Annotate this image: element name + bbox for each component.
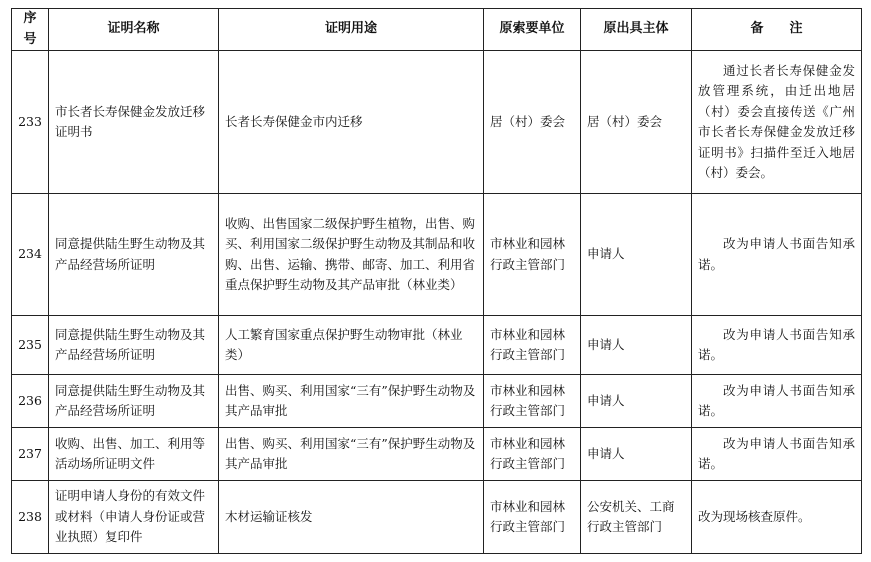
row-note: 改为申请人书面告知承诺。 bbox=[698, 435, 855, 471]
row-issuer: 申请人 bbox=[581, 316, 692, 375]
header-issuer: 原出具主体 bbox=[581, 9, 692, 51]
row-requester: 市林业和园林行政主管部门 bbox=[484, 375, 581, 428]
row-seq: 237 bbox=[12, 428, 49, 481]
row-issuer: 申请人 bbox=[581, 375, 692, 428]
row-note: 改为现场核查原件。 bbox=[698, 508, 811, 524]
row-cert-use: 长者长寿保健金市内迁移 bbox=[219, 51, 484, 194]
row-note: 改为申请人书面告知承诺。 bbox=[698, 382, 855, 418]
table-row bbox=[12, 194, 862, 316]
row-cert-use: 出售、购买、利用国家“三有”保护野生动物及其产品审批 bbox=[219, 375, 484, 428]
table-row bbox=[12, 316, 862, 375]
row-requester: 市林业和园林行政主管部门 bbox=[484, 194, 581, 316]
row-cert-use: 人工繁育国家重点保护野生动物审批（林业类） bbox=[219, 316, 484, 375]
header-requester: 原索要单位 bbox=[484, 9, 581, 51]
header-seq: 序号 bbox=[12, 9, 49, 51]
table-header-row bbox=[12, 9, 862, 51]
row-note: 改为申请人书面告知承诺。 bbox=[698, 236, 855, 272]
row-seq: 236 bbox=[12, 375, 49, 428]
row-cert-name: 同意提供陆生野生动物及其产品经营场所证明 bbox=[49, 316, 219, 375]
table-row bbox=[12, 51, 862, 194]
row-requester: 市林业和园林行政主管部门 bbox=[484, 428, 581, 481]
row-note: 通过长者长寿保健金发放管理系统，由迁出地居（村）委会直接传送《广州市长者长寿保健金发放迁移证明书》扫描件至迁入地居（村）委会。 bbox=[698, 62, 855, 180]
row-issuer: 居（村）委会 bbox=[581, 51, 692, 194]
table-row bbox=[12, 428, 862, 481]
certificate-table bbox=[11, 8, 862, 554]
row-cert-use: 木材运输证核发 bbox=[219, 481, 484, 554]
row-requester: 市林业和园林行政主管部门 bbox=[484, 316, 581, 375]
row-issuer: 申请人 bbox=[581, 428, 692, 481]
row-requester: 居（村）委会 bbox=[484, 51, 581, 194]
row-seq: 238 bbox=[12, 481, 49, 554]
table-row bbox=[12, 375, 862, 428]
row-cert-use: 出售、购买、利用国家“三有”保护野生动物及其产品审批 bbox=[219, 428, 484, 481]
row-requester: 市林业和园林行政主管部门 bbox=[484, 481, 581, 554]
header-note: 备 注 bbox=[692, 9, 862, 51]
row-issuer: 公安机关、工商行政主管部门 bbox=[581, 481, 692, 554]
row-note: 改为申请人书面告知承诺。 bbox=[698, 326, 855, 362]
table-row bbox=[12, 481, 862, 554]
row-cert-name: 市长者长寿保健金发放迁移证明书 bbox=[49, 51, 219, 194]
row-cert-use: 收购、出售国家二级保护野生植物，出售、购买、利用国家二级保护野生动物及其制品和收购、出售、运输、携带、邮寄、加工、利用省重点保护野生动物及其产品审批（林业类） bbox=[219, 194, 484, 316]
row-seq: 233 bbox=[12, 51, 49, 194]
header-cert-name: 证明名称 bbox=[49, 9, 219, 51]
row-cert-name: 同意提供陆生野生动物及其产品经营场所证明 bbox=[49, 194, 219, 316]
row-seq: 234 bbox=[12, 194, 49, 316]
row-issuer: 申请人 bbox=[581, 194, 692, 316]
header-cert-use: 证明用途 bbox=[219, 9, 484, 51]
row-seq: 235 bbox=[12, 316, 49, 375]
row-cert-name: 证明申请人身份的有效文件或材料（申请人身份证或营业执照）复印件 bbox=[49, 481, 219, 554]
row-cert-name: 收购、出售、加工、利用等活动场所证明文件 bbox=[49, 428, 219, 481]
row-cert-name: 同意提供陆生野生动物及其产品经营场所证明 bbox=[49, 375, 219, 428]
